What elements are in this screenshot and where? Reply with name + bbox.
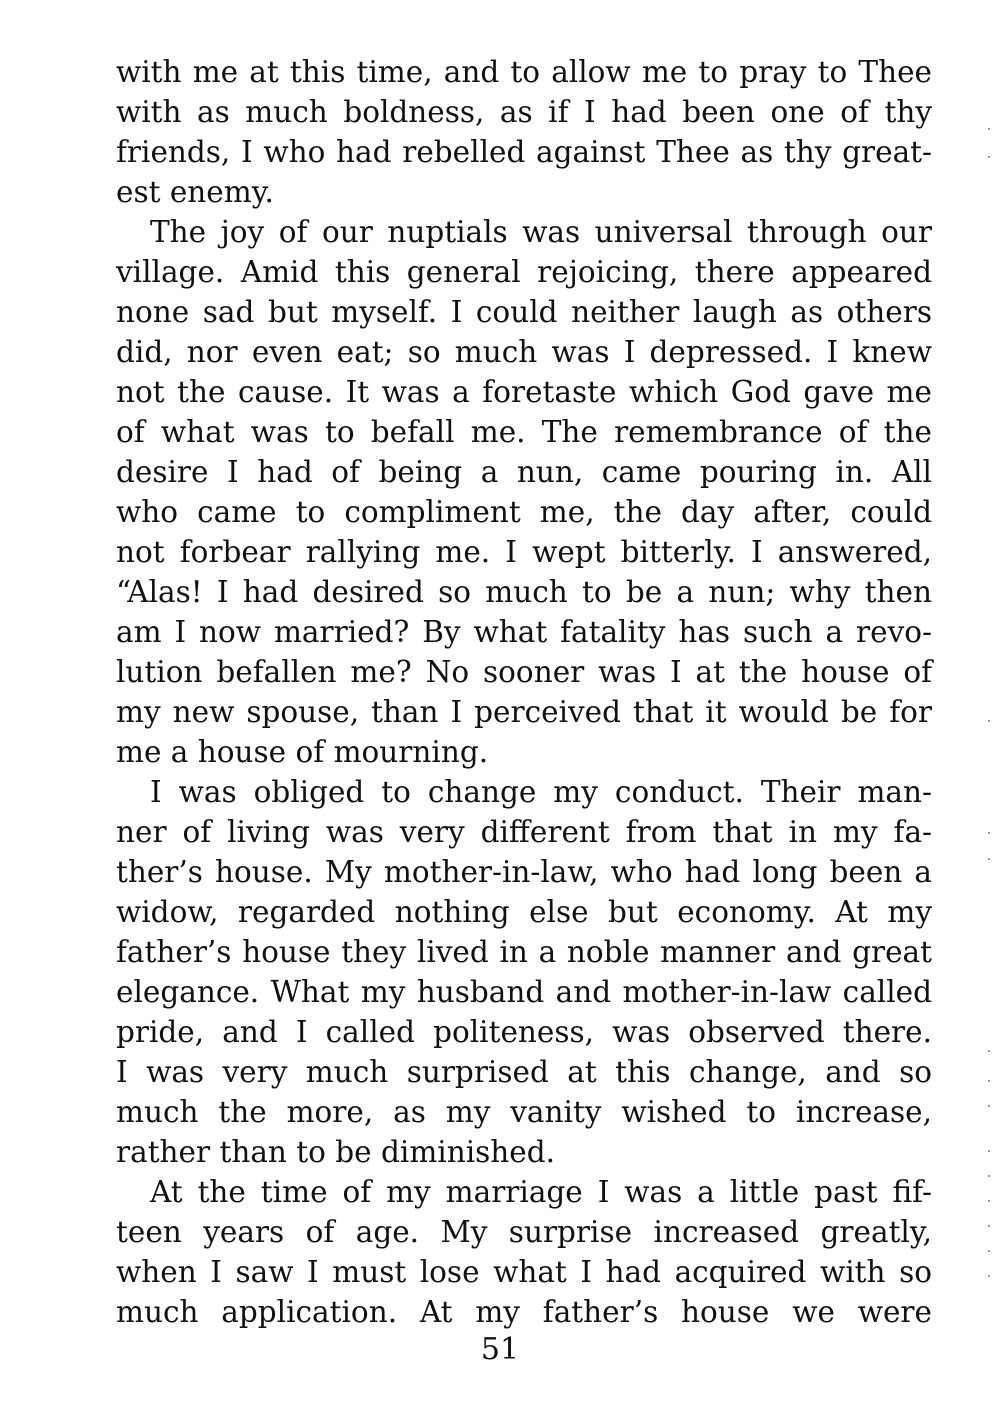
text-line: not the cause. It was a foretaste which God gave me bbox=[116, 375, 932, 409]
text-line: much application. At my father’s house we were bbox=[116, 1295, 932, 1329]
text-line: father’s house they lived in a noble manner and great bbox=[116, 935, 932, 969]
text-line: “Alas! I had desired so much to be a nun; why then bbox=[116, 575, 932, 609]
text-line: I was very much surprised at this change, and so bbox=[116, 1055, 932, 1089]
body-text bbox=[116, 52, 932, 1332]
text-line: of what was to befall me. The remembrance of the bbox=[116, 415, 932, 449]
text-line: The joy of our nuptials was universal through our bbox=[150, 215, 932, 249]
text-line: who came to compliment me, the day after, could bbox=[116, 495, 932, 529]
scan-edge-marks bbox=[988, 120, 992, 1300]
text-line: ther’s house. My mother-in-law, who had long been a bbox=[116, 855, 932, 889]
text-line: me a house of mourning. bbox=[116, 735, 489, 769]
text-line: when I saw I must lose what I had acquired with so bbox=[116, 1255, 932, 1289]
text-line: village. Amid this general rejoicing, there appeared bbox=[116, 255, 932, 289]
text-line: lution befallen me? No sooner was I at the house of bbox=[116, 655, 932, 689]
text-line: desire I had of being a nun, came pouring in. All bbox=[116, 455, 932, 489]
text-line: I was obliged to change my conduct. Their man- bbox=[150, 775, 932, 809]
paragraph bbox=[116, 212, 932, 772]
paragraph bbox=[116, 772, 932, 1172]
paragraph bbox=[116, 1172, 932, 1332]
text-line: with as much boldness, as if I had been one of thy bbox=[116, 95, 932, 129]
text-line: friends, I who had rebelled against Thee as thy great- bbox=[116, 135, 932, 169]
text-line: not forbear rallying me. I wept bitterly. I answered, bbox=[116, 535, 932, 569]
text-line: much the more, as my vanity wished to increase, bbox=[116, 1095, 932, 1129]
text-line: At the time of my marriage I was a little past fif- bbox=[150, 1175, 932, 1209]
text-line: am I now married? By what fatality has such a revo- bbox=[116, 615, 932, 649]
paragraph bbox=[116, 52, 932, 212]
text-line: teen years of age. My surprise increased greatly, bbox=[116, 1215, 932, 1249]
text-line: my new spouse, than I perceived that it would be for bbox=[116, 695, 932, 729]
text-line: pride, and I called politeness, was observed there. bbox=[116, 1015, 932, 1049]
text-line: none sad but myself. I could neither laugh as others bbox=[116, 295, 932, 329]
text-line: elegance. What my husband and mother-in-law called bbox=[116, 975, 932, 1009]
text-line: est enemy. bbox=[116, 175, 274, 209]
text-line: rather than to be diminished. bbox=[116, 1135, 556, 1169]
text-line: did, nor even eat; so much was I depressed. I knew bbox=[116, 335, 932, 369]
text-line: with me at this time, and to allow me to pray to Thee bbox=[116, 55, 932, 89]
text-line: ner of living was very different from that in my fa- bbox=[116, 815, 932, 849]
page-number: 51 bbox=[480, 1332, 520, 1367]
text-line: widow, regarded nothing else but economy. At my bbox=[116, 895, 932, 929]
